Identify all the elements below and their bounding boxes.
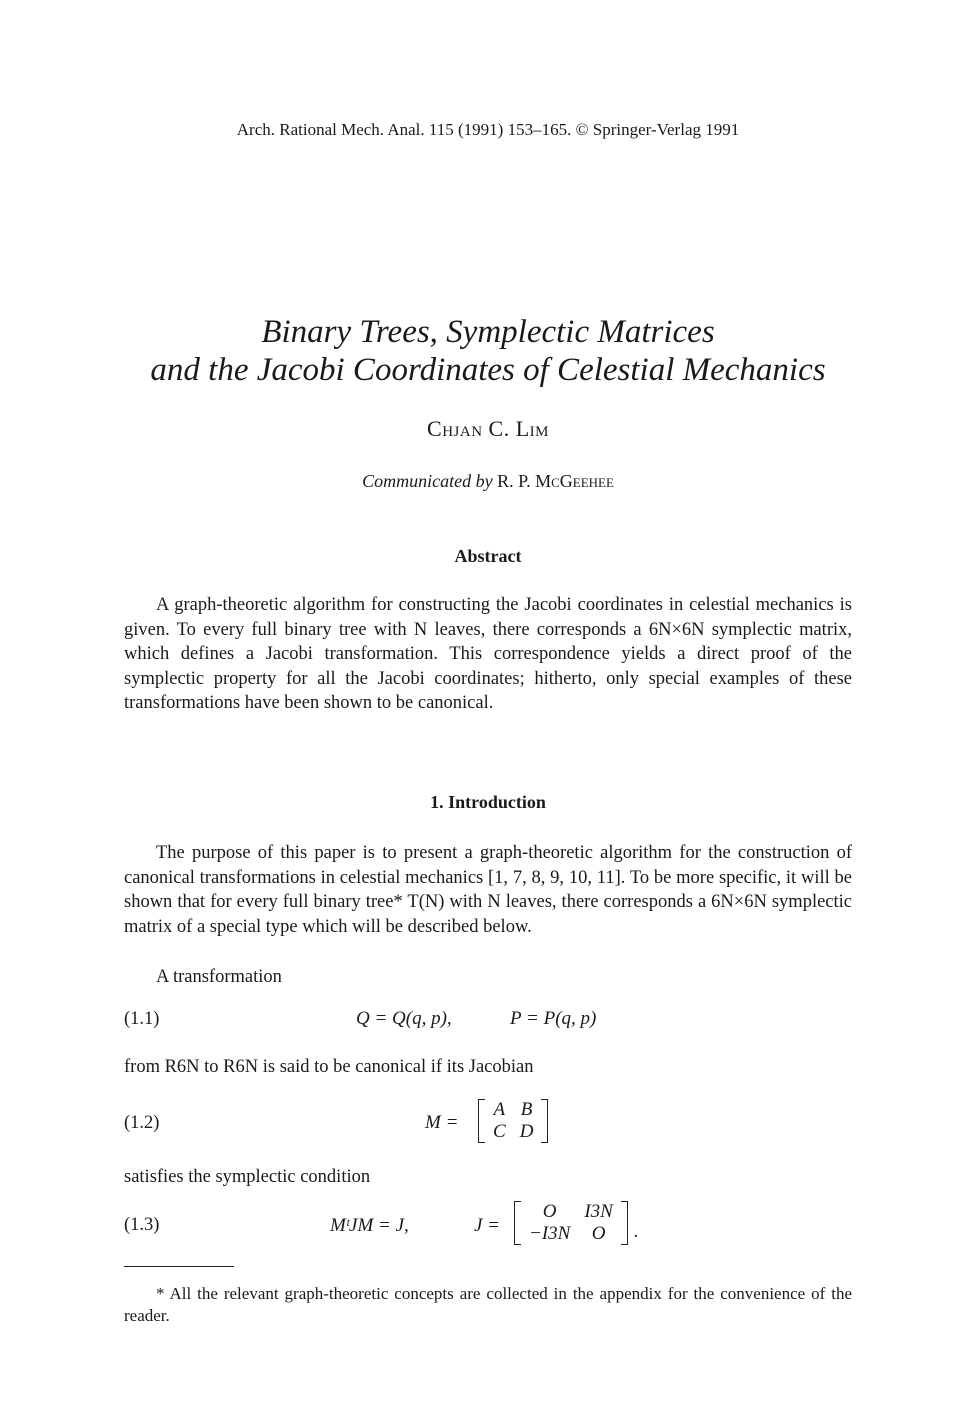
equation-1-3-period: . [634,1221,639,1242]
communicator-name: R. P. McGeehee [497,471,614,491]
matrix-J [514,1201,628,1245]
equation-1-1-rhs: P = P(q, p) [510,1008,597,1029]
introduction-heading: 1. Introduction [430,792,546,812]
abstract-text [124,593,852,716]
abstract-heading: Abstract [454,546,522,566]
communicated-by [0,471,976,492]
equation-label-1-3: (1.3) [124,1215,160,1235]
paper-title-line-1: Binary Trees, Symplectic Matrices [261,314,715,350]
matrix-M-entry: C [493,1121,506,1142]
abstract-body: A graph-theoretic algorithm for constructing the Jacobi coordinates in celestial mechanics is given. To every full binary tree with N leaves, there corresponds a 6N×6N symplectic matrix, which defines a Jacobi transformation. This correspondence yields a direct proof of the symplectic property for all the Jacobi coordinates; hitherto, only special examples of these transformations have been shown to be canonical. [124,595,852,714]
matrix-J-entry: O [591,1223,606,1244]
intro-para1-text: The purpose of this paper is to present a graph-theoretic algorithm for the construction of canonical transformations in celestial mechanics [1, 7, 8, 9, 10, 11]. To be more specific, it will be shown that for every full binary tree* T(N) with N leaves, there corresponds a 6N×6N symplectic matrix of a special type which will be described below. [124,843,852,937]
intro-para2-text: A transformation [156,967,282,987]
intro-paragraph-4: satisfies the symplectic condition [124,1167,371,1187]
equation-1-2-lhs: M = [425,1112,459,1133]
matrix-M-entry: B [520,1099,533,1120]
footnote-divider [124,1266,234,1267]
footnote [124,1283,852,1327]
matrix-J-entry: O [542,1201,557,1222]
equation-label-1-2: (1.2) [124,1113,160,1133]
author-name: Chjan C. Lim [427,416,549,441]
equation-1-1-lhs: Q = Q(q, p), [356,1008,452,1029]
intro-paragraph-2 [124,965,852,990]
matrix-M [478,1099,548,1143]
paper-title-line-2: and the Jacobi Coordinates of Celestial Mechanics [150,352,826,388]
intro-paragraph-3: from R6N to R6N is said to be canonical if its Jacobian [124,1057,534,1077]
equation-label-1-1: (1.1) [124,1009,160,1029]
equation-1-3-mid: J = [474,1215,501,1236]
matrix-J-entry: −I3N [529,1223,571,1244]
communicated-prefix: Communicated by [362,471,493,491]
journal-citation: Arch. Rational Mech. Anal. 115 (1991) 153–165. © Springer-Verlag 1991 [236,120,740,139]
intro-paragraph-1 [124,841,852,939]
matrix-M-entry: D [519,1121,534,1142]
matrix-J-entry: I3N [584,1201,613,1222]
footnote-text: * All the relevant graph-theoretic concepts are collected in the appendix for the convenience of the reader. [124,1284,852,1325]
equation-1-3-lhs: MᵗJM = J, [330,1215,409,1236]
matrix-M-entry: A [493,1099,506,1120]
